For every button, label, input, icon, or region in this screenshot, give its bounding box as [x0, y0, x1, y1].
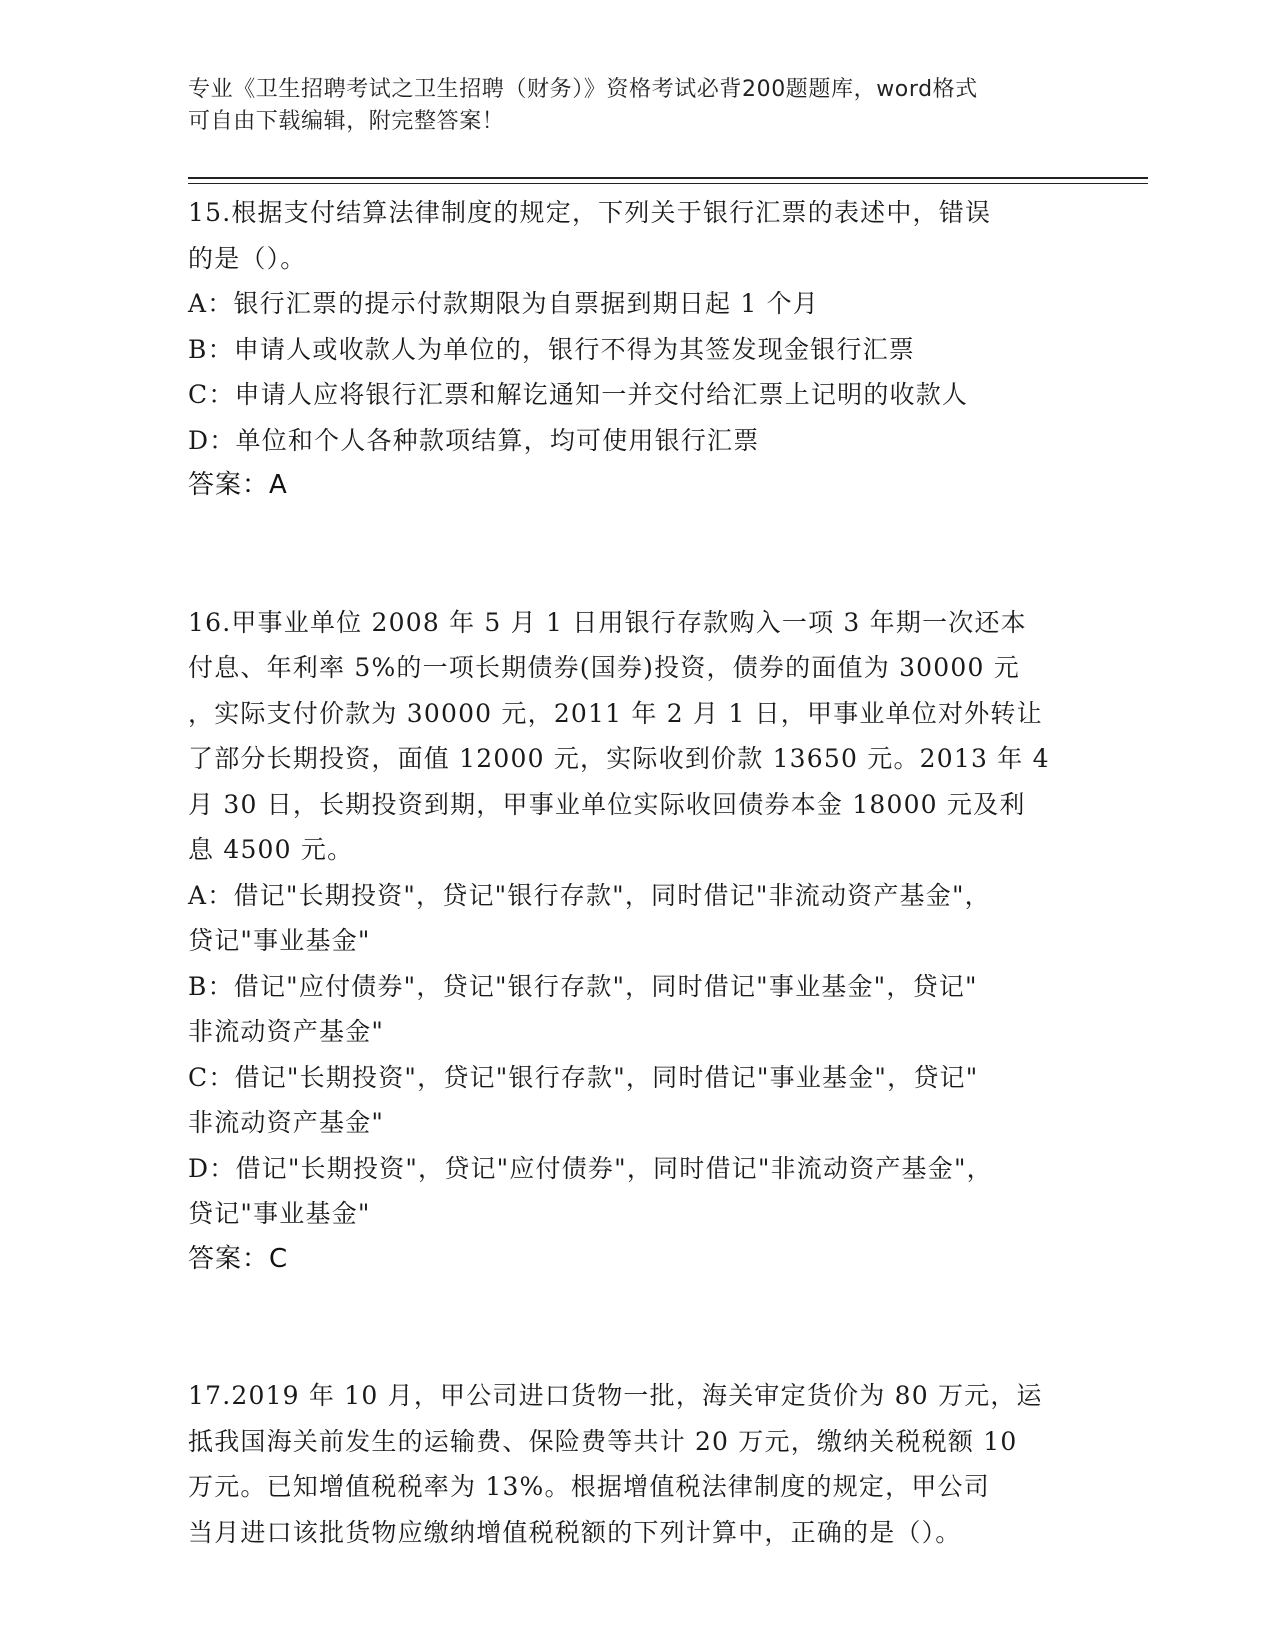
question-17-stem-line-4: 当月进口该批货物应缴纳增值税税额的下列计算中，正确的是（）。 [188, 1517, 962, 1547]
question-17 [188, 1373, 1088, 1555]
question-16-stem-line-6: 息 4500 元。 [188, 835, 354, 864]
question-16-option-c-line-1: C：借记"长期投资"，贷记"银行存款"，同时借记"事业基金"，贷记" [188, 1062, 979, 1092]
header-line-1: 专业《卫生招聘考试之卫生招聘（财务）》资格考试必背200题题库，word格式 [188, 77, 978, 102]
question-16-option-c-line-2: 非流动资产基金" [188, 1108, 385, 1137]
question-16-option-a-line-1: A：借记"长期投资"，贷记"银行存款"，同时借记"非流动资产基金"， [188, 880, 991, 910]
question-15-answer: 答案：A [188, 470, 288, 500]
question-16-option-b-line-1: B：借记"应付债券"，贷记"银行存款"，同时借记"事业基金"，贷记" [188, 971, 978, 1001]
question-spacer [188, 1282, 1088, 1373]
question-16-option-b-line-2: 非流动资产基金" [188, 1017, 385, 1046]
question-16-option-d-line-1: D：借记"长期投资"，贷记"应付债券"，同时借记"非流动资产基金"， [188, 1153, 993, 1183]
header-divider-thick [188, 177, 1148, 179]
header-line-2: 可自由下载编辑，附完整答案！ [188, 109, 505, 134]
question-body [188, 190, 1088, 1555]
question-17-stem-line-2: 抵我国海关前发生的运输费、保险费等共计 20 万元，缴纳关税税额 10 [188, 1426, 1018, 1456]
question-17-stem-line-1: 17.2019 年 10 月，甲公司进口货物一批，海关审定货价为 80 万元，运 [188, 1381, 1043, 1410]
question-15-stem-line-2: 的是（）。 [188, 243, 307, 273]
header-divider-thin [188, 183, 1148, 184]
question-17-stem-line-3: 万元。已知增值税税率为 13%。根据增值税法律制度的规定，甲公司 [188, 1472, 990, 1501]
question-16 [188, 600, 1088, 1283]
question-15-stem-line-1: 15.根据支付结算法律制度的规定，下列关于银行汇票的表述中，错误 [188, 198, 992, 227]
question-16-stem-line-4: 了部分长期投资，面值 12000 元，实际收到价款 13650 元。2013 年 4 [188, 744, 1050, 773]
question-15-option-d: D：单位和个人各种款项结算，均可使用银行汇票 [188, 425, 760, 455]
question-16-stem-line-3: ，实际支付价款为 30000 元，2011 年 2 月 1 日，甲事业单位对外转让 [188, 698, 1043, 728]
question-16-stem-line-5: 月 30 日，长期投资到期，甲事业单位实际收回债券本金 18000 元及利 [188, 789, 1026, 819]
question-16-stem-line-1: 16.甲事业单位 2008 年 5 月 1 日用银行存款购入一项 3 年期一次还本 [188, 607, 1027, 637]
question-16-answer: 答案：C [188, 1243, 289, 1274]
question-15-option-c: C：申请人应将银行汇票和解讫通知一并交付给汇票上记明的收款人 [188, 380, 969, 409]
question-15-option-a: A：银行汇票的提示付款期限为自票据到期日起 1 个月 [188, 289, 820, 318]
question-spacer [188, 509, 1088, 600]
question-16-option-d-line-2: 贷记"事业基金" [188, 1199, 371, 1228]
question-16-option-a-line-2: 贷记"事业基金" [188, 926, 371, 955]
question-16-stem-line-2: 付息、年利率 5%的一项长期债券(国券)投资，债券的面值为 30000 元 [188, 653, 1020, 682]
question-15-option-b: B：申请人或收款人为单位的，银行不得为其签发现金银行汇票 [188, 334, 915, 364]
document-header [188, 74, 1068, 138]
question-15 [188, 190, 1088, 509]
